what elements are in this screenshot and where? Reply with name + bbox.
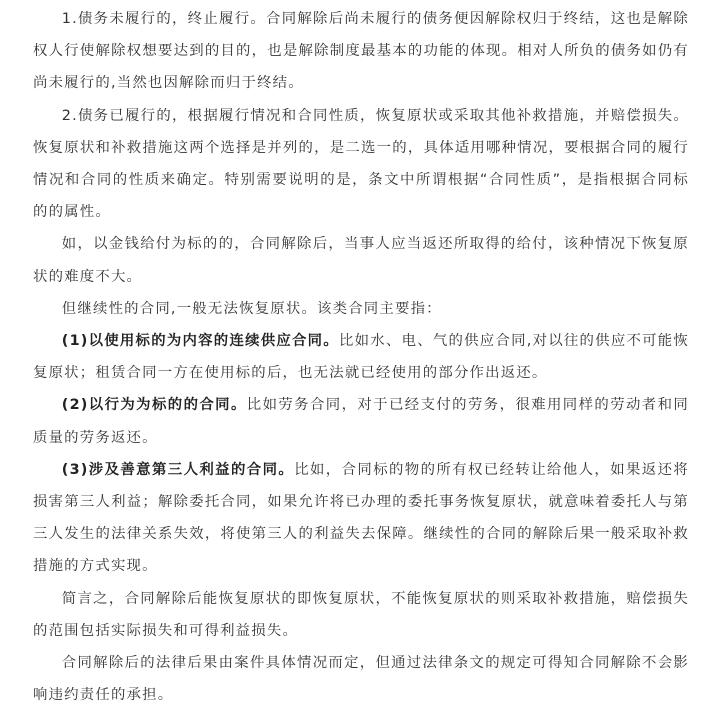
paragraph-text: 比如劳务合同，对于已经支付的劳务，很难用同样的劳动者和同质量的劳务返还。	[33, 397, 689, 446]
item-heading: (3)涉及善意第三人利益的合同。	[61, 461, 295, 478]
paragraph-item-1	[33, 325, 689, 389]
paragraph-text: 简言之，合同解除后能恢复原状的即恢复原状，不能恢复原状的则采取补救措施，赔偿损失的范围包括实际损失和可得利益损失。	[33, 590, 689, 639]
paragraph-text: 2.债务已履行的，根据履行情况和合同性质，恢复原状或采取其他补救措施，并赔偿损失。恢复原状和补救措施这两个选择是并列的，是二选一的，具体适用哪种情况，要根据合同的履行情况和合同的性质来确定。特别需要说明的是，条文中所谓根据“合同性质”，是指根据合同标的的属性。	[33, 107, 689, 221]
paragraph-debt-unperformed	[33, 3, 689, 100]
item-heading: (2)以行为为标的的合同。	[61, 397, 247, 414]
paragraph-text: 合同解除后的法律后果由案件具体情况而定，但通过法律条文的规定可得知合同解除不会影响违约责任的承担。	[33, 655, 689, 704]
paragraph-debt-performed	[33, 100, 689, 229]
paragraph-text: 比如，合同标的物的所有权已经转让给他人，如果返还将损害第三人利益；解除委托合同，如果允许将已办理的委托事务恢复原状，就意味着委托人与第三人发生的法律关系失效，将使第三人的利益失去保障。继续性的合同的解除后果一般采取补救措施的方式实现。	[33, 461, 689, 575]
paragraph-text: 如，以金钱给付为标的的，合同解除后，当事人应当返还所取得的给付，该种情况下恢复原状的难度不大。	[33, 236, 689, 285]
article-body	[33, 3, 689, 711]
paragraph-text: 比如水、电、气的供应合同,对以往的供应不可能恢复原状；租赁合同一方在使用标的后，也无法就已经使用的部分作出返还。	[33, 333, 689, 382]
paragraph-item-2	[33, 389, 689, 453]
paragraph-summary	[33, 583, 689, 647]
item-heading: (1)以使用标的为内容的连续供应合同。	[61, 333, 339, 350]
paragraph-monetary-example	[33, 228, 689, 292]
paragraph-conclusion	[33, 647, 689, 711]
paragraph-text: 但继续性的合同,一般无法恢复原状。该类合同主要指：	[61, 300, 442, 317]
paragraph-continuous-contracts	[33, 293, 689, 325]
paragraph-item-3	[33, 454, 689, 583]
paragraph-text: 1.债务未履行的，终止履行。合同解除后尚未履行的债务便因解除权归于终结，这也是解除权人行使解除权想要达到的目的，也是解除制度最基本的功能的体现。相对人所负的债务如仍有尚未履行的,当然也因解除而归于终结。	[33, 11, 689, 92]
